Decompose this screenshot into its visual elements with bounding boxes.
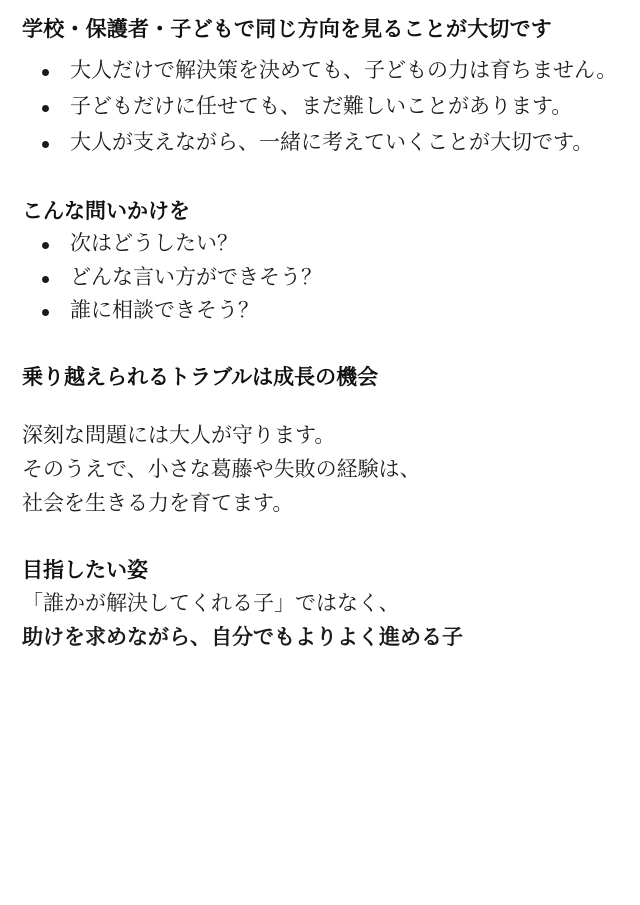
paragraph-line: 深刻な問題には大人が守ります。	[22, 424, 336, 448]
paragraph-line: そのうえで、小さな葛藤や失敗の経験は、	[22, 458, 421, 482]
spacer	[22, 521, 618, 555]
list-item: どんな言い方ができそう？	[22, 261, 618, 295]
spacer	[22, 162, 618, 196]
paragraph-line-emphasis: 助けを求めながら、自分でもよりよく進める子	[22, 625, 463, 649]
section-heading-goal: 目指したい姿	[22, 559, 148, 583]
paragraph-line: 社会を生きる力を育てます。	[22, 492, 294, 516]
paragraph-line: 「誰かが解決してくれる子」ではなく、	[22, 591, 400, 615]
list-item: 大人だけで解決策を決めても、子どもの力は育ちません。	[22, 54, 618, 88]
list-item: 子どもだけに任せても、まだ難しいことがあります。	[22, 90, 618, 124]
spacer	[22, 393, 618, 419]
list-item: 誰に相談できそう？	[22, 294, 618, 328]
bullet-list-shared-direction	[22, 54, 618, 160]
list-item: 大人が支えながら、一緒に考えていくことが大切です。	[22, 126, 618, 160]
section-heading-questions: こんな問いかけを	[22, 199, 190, 223]
page-title: 学校・保護者・子どもで同じ方向を見ることが大切です	[22, 18, 552, 41]
spacer	[22, 328, 618, 362]
section-heading-trouble-growth: 乗り越えられるトラブルは成長の機会	[22, 365, 379, 389]
list-item: 次はどうしたい？	[22, 227, 618, 261]
bullet-list-questions	[22, 227, 618, 328]
